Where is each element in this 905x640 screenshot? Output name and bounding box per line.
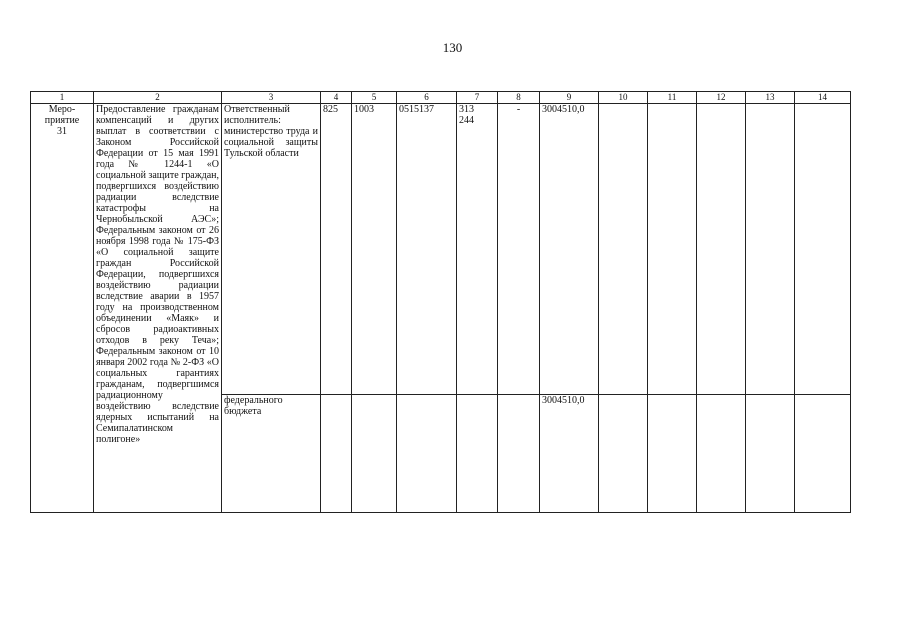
empty-cell	[599, 104, 648, 395]
code-cell: 0515137	[397, 104, 457, 395]
header-cell: 12	[697, 92, 746, 104]
table-row	[31, 104, 851, 395]
empty-cell	[599, 395, 648, 513]
header-cell: 2	[94, 92, 222, 104]
code-cell: 825	[321, 104, 352, 395]
header-cell: 7	[457, 92, 498, 104]
header-cell: 13	[746, 92, 795, 104]
funding-source-cell: федерального бюджета	[222, 395, 321, 513]
empty-cell	[352, 395, 397, 513]
header-cell: 6	[397, 92, 457, 104]
empty-cell	[746, 395, 795, 513]
activity-label-part: приятие	[44, 115, 80, 126]
budget-table	[30, 91, 851, 513]
code-value: 244	[459, 115, 474, 126]
empty-cell	[457, 395, 498, 513]
header-cell: 11	[648, 92, 697, 104]
code-cell	[457, 104, 498, 395]
empty-cell	[795, 104, 851, 395]
header-cell: 8	[498, 92, 540, 104]
empty-cell	[397, 395, 457, 513]
header-cell: 4	[321, 92, 352, 104]
activity-label-part: Меро-	[48, 104, 76, 115]
header-cell: 1	[31, 92, 94, 104]
value-cell: 3004510,0	[540, 104, 599, 395]
empty-cell	[697, 395, 746, 513]
value-cell: -	[498, 104, 540, 395]
empty-cell	[795, 395, 851, 513]
activity-label-part: 31	[57, 126, 67, 137]
empty-cell	[648, 104, 697, 395]
header-cell: 14	[795, 92, 851, 104]
code-cell: 1003	[352, 104, 397, 395]
header-cell: 3	[222, 92, 321, 104]
empty-cell	[746, 104, 795, 395]
empty-cell	[648, 395, 697, 513]
header-cell: 9	[540, 92, 599, 104]
code-value: 313	[459, 104, 474, 115]
empty-cell	[498, 395, 540, 513]
header-cell: 5	[352, 92, 397, 104]
empty-cell	[697, 104, 746, 395]
value-cell: 3004510,0	[540, 395, 599, 513]
empty-cell	[321, 395, 352, 513]
activity-description-cell: Предоставление гражданам компенсаций и других выплат в соответствии с Законом Российской Федерации от 15 мая 1991 года № 1244-1 «О социальной защите граждан, подвергшихся воздействию радиации вследствие катастрофы на Чернобыльской АЭС»; Федеральным законом от 26 ноября 1998 года № 175-ФЗ «О социальной защите граждан Российской Федерации, подвергшихся воздействию радиации вследствие аварии в 1957 году на производственном объединении «Маяк» и сбросов радиоактивных отходов в реку Теча»; Федеральным законом от 10 января 2002 года № 2-ФЗ «О социальных гарантиях гражданам, подвергшимся радиационному воздействию вследствие ядерных испытаний на Семипалатинском полигоне»	[94, 104, 222, 513]
header-cell: 10	[599, 92, 648, 104]
header-row	[31, 92, 851, 104]
responsible-executor-cell: Ответственный исполнитель: министерство труда и социальной защиты Тульской области	[222, 104, 321, 395]
activity-number-cell	[31, 104, 94, 513]
page-number: 130	[442, 40, 463, 55]
